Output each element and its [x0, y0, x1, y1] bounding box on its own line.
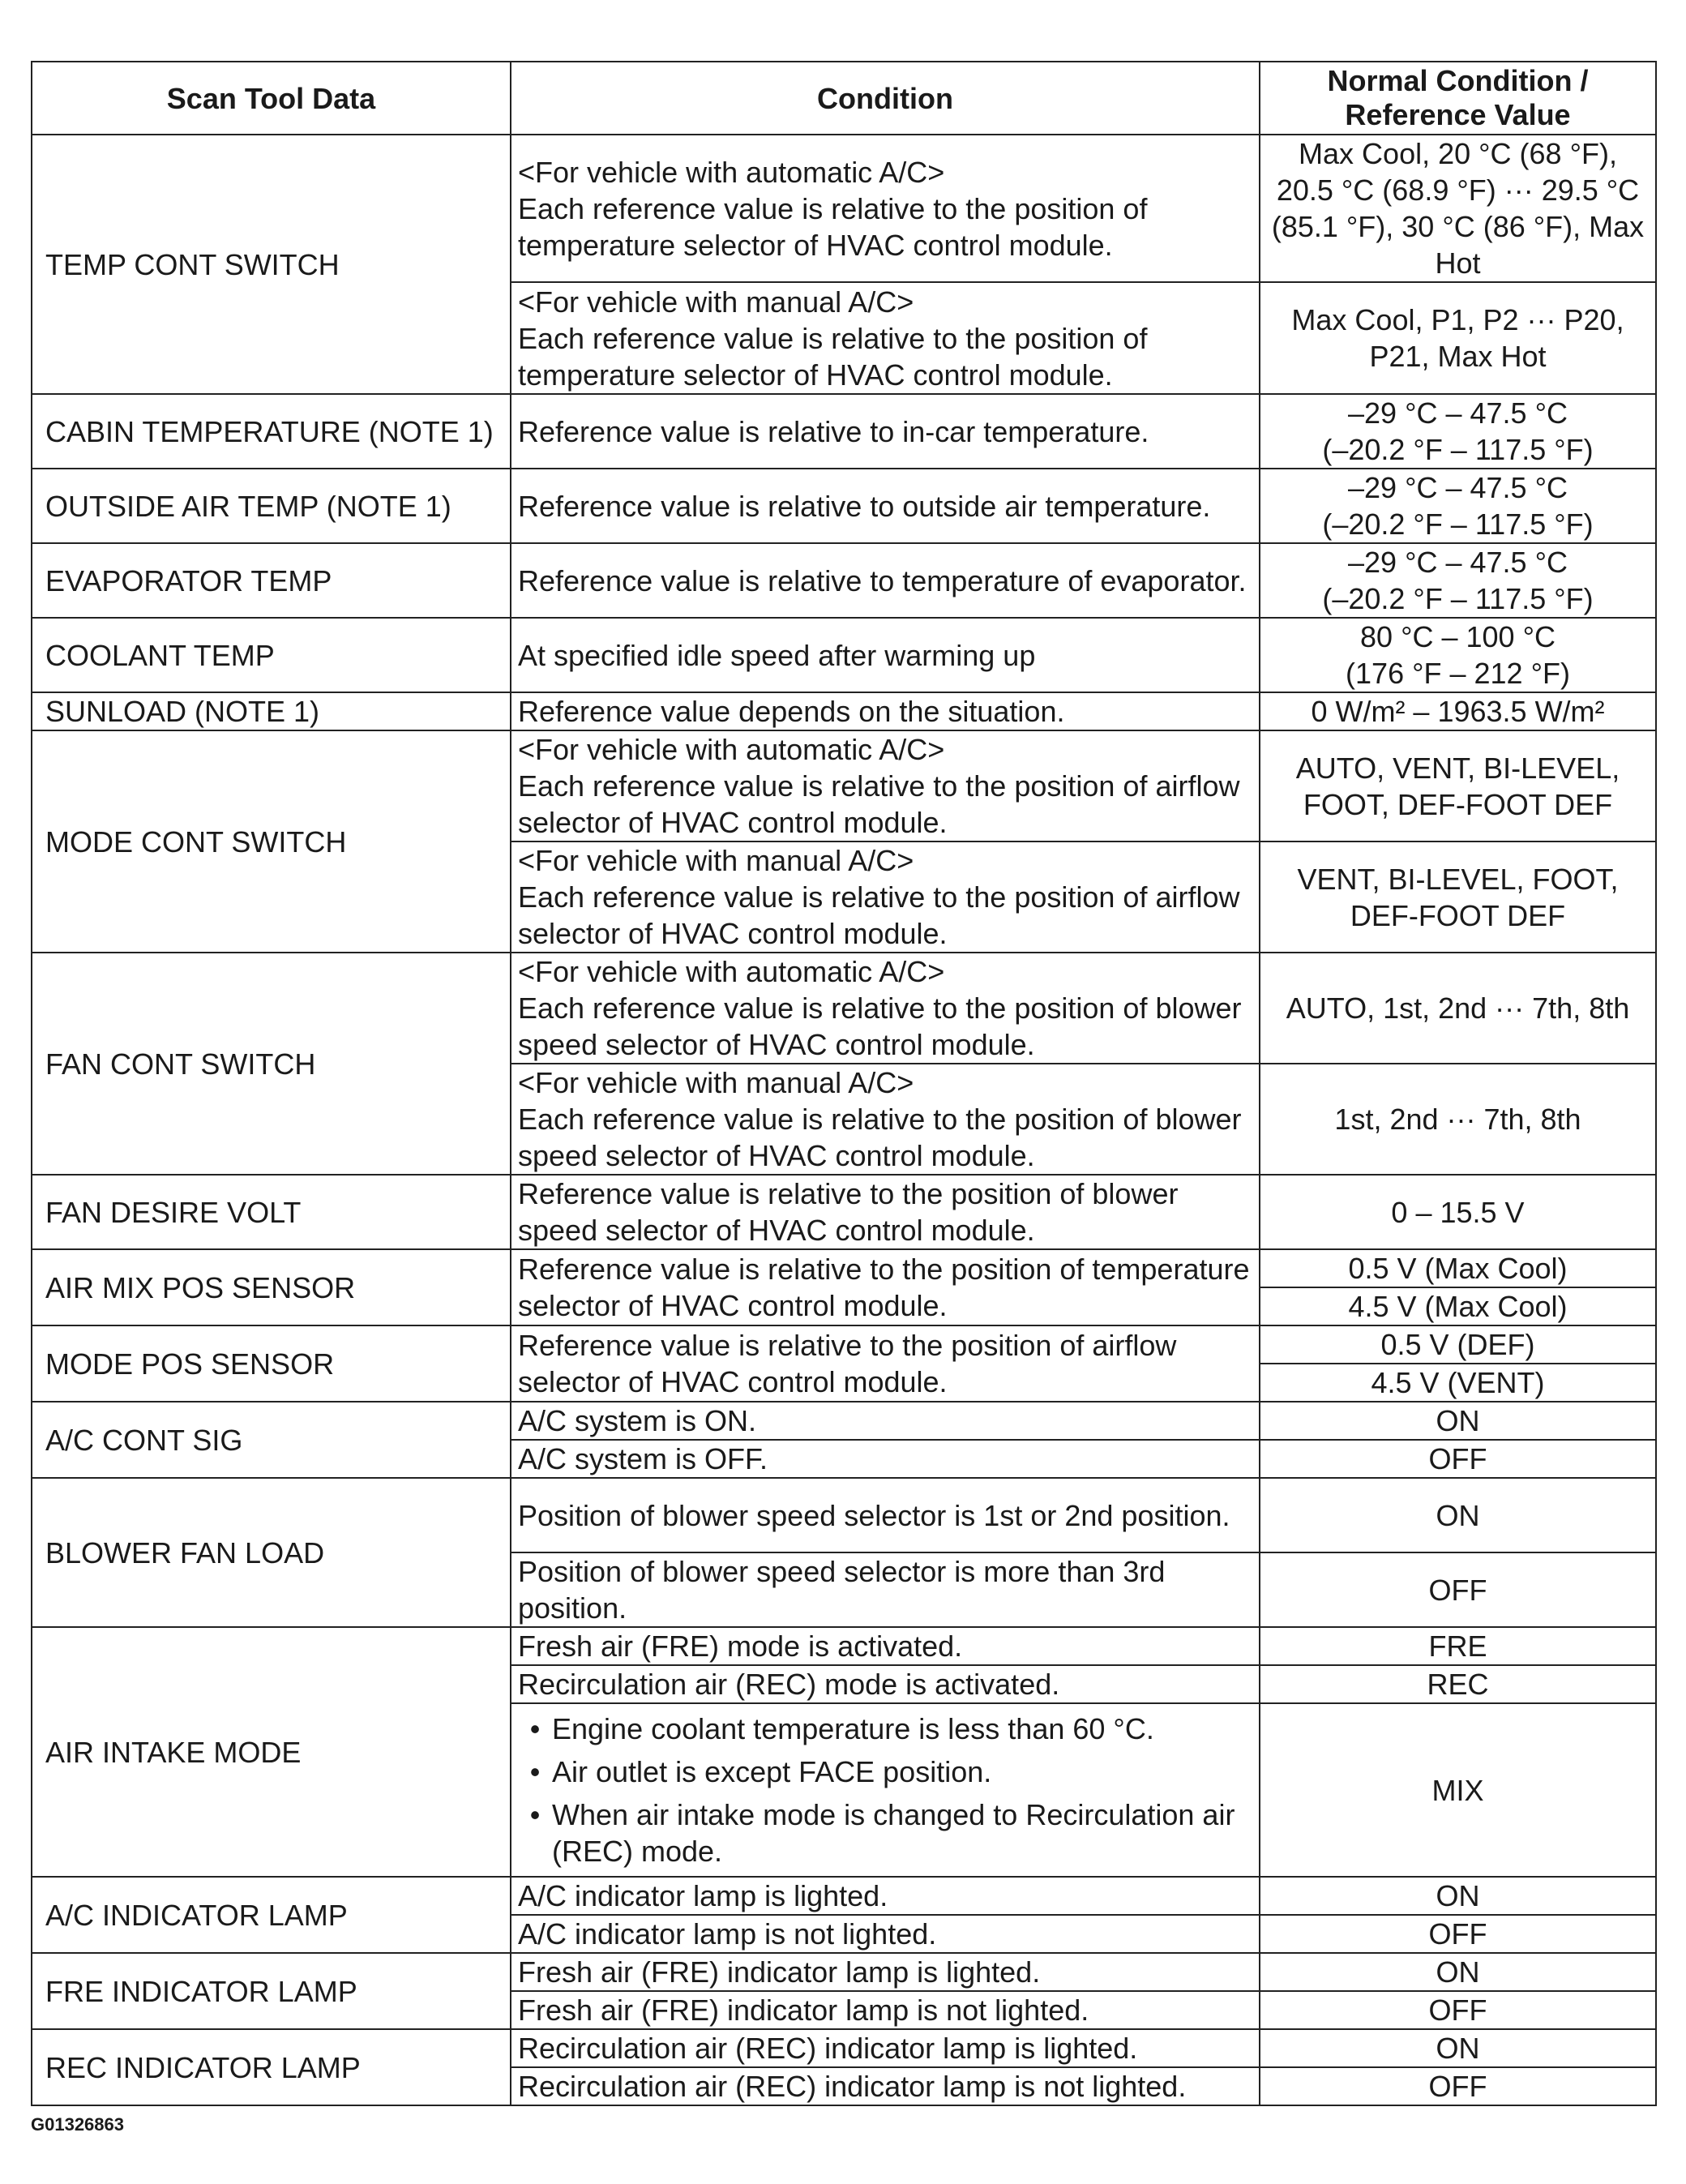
scan-tool-item: MODE POS SENSOR — [32, 1325, 511, 1402]
reference-value-cell: –29 °C – 47.5 °C (–20.2 °F – 117.5 °F) — [1260, 543, 1656, 618]
condition-cell: Reference value is relative to the position of airflow selector of HVAC control module. — [511, 1325, 1260, 1402]
bullet-text: Engine coolant temperature is less than 60 °C. — [552, 1712, 1154, 1745]
bullet-item — [518, 1711, 1252, 1747]
scan-tool-item: OUTSIDE AIR TEMP (NOTE 1) — [32, 469, 511, 543]
scan-tool-item: BLOWER FAN LOAD — [32, 1478, 511, 1627]
condition-cell: Reference value is relative to the position of temperature selector of HVAC control module. — [511, 1249, 1260, 1325]
condition-cell: <For vehicle with manual A/C> Each reference value is relative to the position of blower speed selector of HVAC control module. — [511, 1064, 1260, 1175]
condition-cell: A/C indicator lamp is not lighted. — [511, 1915, 1260, 1953]
condition-cell: Recirculation air (REC) indicator lamp is lighted. — [511, 2029, 1260, 2067]
reference-value-cell: OFF — [1260, 1991, 1656, 2029]
table-row — [32, 2029, 1656, 2067]
scan-tool-item: AIR MIX POS SENSOR — [32, 1249, 511, 1325]
condition-cell: Reference value is relative to in-car temperature. — [511, 394, 1260, 469]
table-row — [32, 1249, 1656, 1287]
reference-value-cell: OFF — [1260, 1440, 1656, 1478]
table-row — [32, 692, 1656, 730]
scan-tool-item: COOLANT TEMP — [32, 618, 511, 692]
condition-cell: Fresh air (FRE) indicator lamp is not lighted. — [511, 1991, 1260, 2029]
scan-tool-data-table-container — [31, 61, 1655, 2106]
condition-cell: Reference value is relative to the position of blower speed selector of HVAC control module. — [511, 1175, 1260, 1249]
condition-cell: <For vehicle with automatic A/C> Each reference value is relative to the position of temperature selector of HVAC control module. — [511, 135, 1260, 282]
table-row — [32, 953, 1656, 1064]
table-row — [32, 135, 1656, 282]
scan-tool-item: A/C CONT SIG — [32, 1402, 511, 1478]
scan-tool-item: FRE INDICATOR LAMP — [32, 1953, 511, 2029]
reference-value-cell: FRE — [1260, 1627, 1656, 1665]
table-row — [32, 1953, 1656, 1991]
reference-value-cell: 0 W/m² – 1963.5 W/m² — [1260, 692, 1656, 730]
reference-value-cell: 4.5 V (VENT) — [1260, 1364, 1656, 1402]
bullet-text: When air intake mode is changed to Recirculation air (REC) mode. — [552, 1798, 1235, 1868]
condition-cell: Position of blower speed selector is 1st or 2nd position. — [511, 1478, 1260, 1552]
condition-cell: <For vehicle with manual A/C> Each reference value is relative to the position of temperature selector of HVAC control module. — [511, 282, 1260, 394]
condition-cell: A/C system is ON. — [511, 1402, 1260, 1440]
reference-value-cell: VENT, BI-LEVEL, FOOT, DEF-FOOT DEF — [1260, 841, 1656, 953]
reference-value-cell: 1st, 2nd ··· 7th, 8th — [1260, 1064, 1656, 1175]
figure-id: G01326863 — [31, 2114, 124, 2135]
header-row — [32, 62, 1656, 135]
header-reference-value: Normal Condition / Reference Value — [1260, 62, 1656, 135]
table-row — [32, 1325, 1656, 1364]
reference-value-cell: ON — [1260, 1953, 1656, 1991]
scan-tool-item: TEMP CONT SWITCH — [32, 135, 511, 394]
reference-value-cell: 0 – 15.5 V — [1260, 1175, 1656, 1249]
reference-value-cell: ON — [1260, 2029, 1656, 2067]
condition-cell: Reference value is relative to outside air temperature. — [511, 469, 1260, 543]
scan-tool-item: AIR INTAKE MODE — [32, 1627, 511, 1877]
condition-cell: Recirculation air (REC) indicator lamp is not lighted. — [511, 2067, 1260, 2105]
table-row — [32, 1627, 1656, 1665]
reference-value-cell: 0.5 V (Max Cool) — [1260, 1249, 1656, 1287]
reference-value-cell: Max Cool, P1, P2 ··· P20, P21, Max Hot — [1260, 282, 1656, 394]
table-row — [32, 394, 1656, 469]
reference-value-cell: –29 °C – 47.5 °C (–20.2 °F – 117.5 °F) — [1260, 394, 1656, 469]
bullet-item — [518, 1796, 1252, 1869]
reference-value-cell: MIX — [1260, 1703, 1656, 1877]
condition-cell: A/C indicator lamp is lighted. — [511, 1877, 1260, 1915]
reference-value-cell: REC — [1260, 1665, 1656, 1703]
bullet-dot-icon: • — [529, 1755, 541, 1788]
scan-tool-item: A/C INDICATOR LAMP — [32, 1877, 511, 1953]
reference-value-cell: AUTO, 1st, 2nd ··· 7th, 8th — [1260, 953, 1656, 1064]
reference-value-cell: AUTO, VENT, BI-LEVEL, FOOT, DEF-FOOT DEF — [1260, 730, 1656, 841]
reference-value-cell: 0.5 V (DEF) — [1260, 1325, 1656, 1364]
scan-tool-item: FAN CONT SWITCH — [32, 953, 511, 1175]
condition-cell: Reference value is relative to temperature of evaporator. — [511, 543, 1260, 618]
condition-cell: <For vehicle with automatic A/C> Each reference value is relative to the position of airflow selector of HVAC control module. — [511, 730, 1260, 841]
scan-tool-item: REC INDICATOR LAMP — [32, 2029, 511, 2105]
reference-value-cell: 80 °C – 100 °C (176 °F – 212 °F) — [1260, 618, 1656, 692]
bullet-item — [518, 1754, 1252, 1790]
table-row — [32, 543, 1656, 618]
bullet-text: Air outlet is except FACE position. — [552, 1755, 992, 1788]
condition-cell: Fresh air (FRE) indicator lamp is lighted. — [511, 1953, 1260, 1991]
condition-cell: At specified idle speed after warming up — [511, 618, 1260, 692]
table-row — [32, 1877, 1656, 1915]
reference-value-cell: Max Cool, 20 °C (68 °F), 20.5 °C (68.9 °F) ··· 29.5 °C (85.1 °F), 30 °C (86 °F), Max Hot — [1260, 135, 1656, 282]
reference-value-cell: OFF — [1260, 1552, 1656, 1627]
condition-cell: Reference value depends on the situation. — [511, 692, 1260, 730]
condition-cell: Position of blower speed selector is more than 3rd position. — [511, 1552, 1260, 1627]
reference-value-cell: ON — [1260, 1402, 1656, 1440]
table-row — [32, 1402, 1656, 1440]
bullet-dot-icon: • — [529, 1712, 541, 1745]
header-scan-tool-data: Scan Tool Data — [32, 62, 511, 135]
table-row — [32, 618, 1656, 692]
table-row — [32, 469, 1656, 543]
bullet-dot-icon: • — [529, 1798, 541, 1831]
scan-tool-item: MODE CONT SWITCH — [32, 730, 511, 953]
scan-tool-item: EVAPORATOR TEMP — [32, 543, 511, 618]
reference-value-cell: OFF — [1260, 2067, 1656, 2105]
condition-cell: <For vehicle with automatic A/C> Each reference value is relative to the position of blower speed selector of HVAC control module. — [511, 953, 1260, 1064]
table-row — [32, 1478, 1656, 1552]
condition-cell: A/C system is OFF. — [511, 1440, 1260, 1478]
condition-cell: <For vehicle with manual A/C> Each reference value is relative to the position of airflow selector of HVAC control module. — [511, 841, 1260, 953]
scan-tool-data-table — [31, 61, 1657, 2106]
header-condition: Condition — [511, 62, 1260, 135]
condition-cell — [511, 1703, 1260, 1877]
scan-tool-item: SUNLOAD (NOTE 1) — [32, 692, 511, 730]
table-row — [32, 730, 1656, 841]
condition-cell: Fresh air (FRE) mode is activated. — [511, 1627, 1260, 1665]
scan-tool-item: CABIN TEMPERATURE (NOTE 1) — [32, 394, 511, 469]
reference-value-cell: OFF — [1260, 1915, 1656, 1953]
reference-value-cell: 4.5 V (Max Cool) — [1260, 1287, 1656, 1325]
reference-value-cell: ON — [1260, 1478, 1656, 1552]
condition-cell: Recirculation air (REC) mode is activated. — [511, 1665, 1260, 1703]
reference-value-cell: ON — [1260, 1877, 1656, 1915]
table-row — [32, 1175, 1656, 1249]
scan-tool-item: FAN DESIRE VOLT — [32, 1175, 511, 1249]
reference-value-cell: –29 °C – 47.5 °C (–20.2 °F – 117.5 °F) — [1260, 469, 1656, 543]
